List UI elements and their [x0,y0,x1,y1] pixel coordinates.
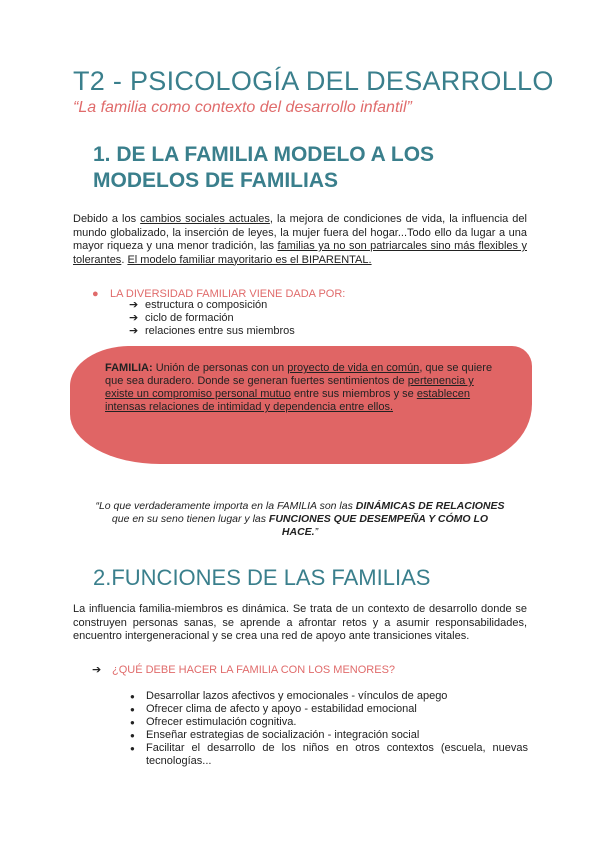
list-item: ➔ relaciones entre sus miembros [129,325,295,337]
document-subtitle: “La familia como contexto del desarrollo infantil” [73,99,412,116]
section-2-heading: 2.FUNCIONES DE LAS FAMILIAS [93,565,431,590]
section-1-paragraph: Debido a los cambios sociales actuales, la mejora de condiciones de vida, la influencia del mundo globalizado, la inserción de leyes, la mujer fuera del hogar...Todo ello da lugar a una mayor riqueza y una menor tradición, las familias ya no son patriarcales sino más flexibles y tolerantes. El modelo familiar mayoritario es el BIPARENTAL. [73,213,527,266]
diversity-list [129,299,295,338]
list-item: ● Facilitar el desarrollo de los niños en otros contextos (escuela, nuevas tecnologías... [130,742,528,768]
family-quote: “Lo que verdaderamente importa en la FAMILIA son las DINÁMICAS DE RELACIONES que en su seno tienen lugar y las FUNCIONES QUE DESEMPEÑA Y CÓMO LO HACE.” [95,500,505,538]
arrow-icon: ➔ [129,312,139,324]
arrow-icon: ➔ [129,325,139,337]
list-item: ● Ofrecer estimulación cognitiva. [130,716,528,729]
list-item: ➔ estructura o composición [129,299,268,311]
question-text: ¿QUÉ DEBE HACER LA FAMILIA CON LOS MENORES? [112,664,396,676]
question-line [92,663,395,676]
list-item: ● Desarrollar lazos afectivos y emocionales - vínculos de apego [130,690,528,703]
list-item: ● Enseñar estrategias de socialización - integración social [130,729,528,742]
functions-list [130,690,528,768]
diversity-label: LA DIVERSIDAD FAMILIAR VIENE DADA POR: [110,288,346,300]
list-item: ● Ofrecer clima de afecto y apoyo - estabilidad emocional [130,703,528,716]
list-item: ➔ ciclo de formación [129,312,234,324]
document-title: T2 - PSICOLOGÍA DEL DESARROLLO [73,66,554,96]
section-2-paragraph: La influencia familia-miembros es dinámica. Se trata de un contexto de desarrollo donde se construyen personas sanas, se aprende a afrontar retos y a asumir responsabilidades, encuentro intergeneracional y se crea una red de apoyo ante transiciones vitales. [73,603,527,642]
section-1-heading: 1. DE LA FAMILIA MODELO A LOS MODELOS DE FAMILIAS [93,143,435,192]
family-definition: FAMILIA: Unión de personas con un proyecto de vida en común, que se quiere que sea duradero. Donde se generan fuertes sentimientos de pertenencia y existe un compromiso personal mutuo entre sus miembros y se establecen intensas relaciones de intimidad y dependencia entre ellos. [105,362,493,413]
arrow-icon: ➔ [129,299,139,311]
arrow-icon: ➔ [92,664,102,676]
bullet-icon: ● [92,288,99,300]
